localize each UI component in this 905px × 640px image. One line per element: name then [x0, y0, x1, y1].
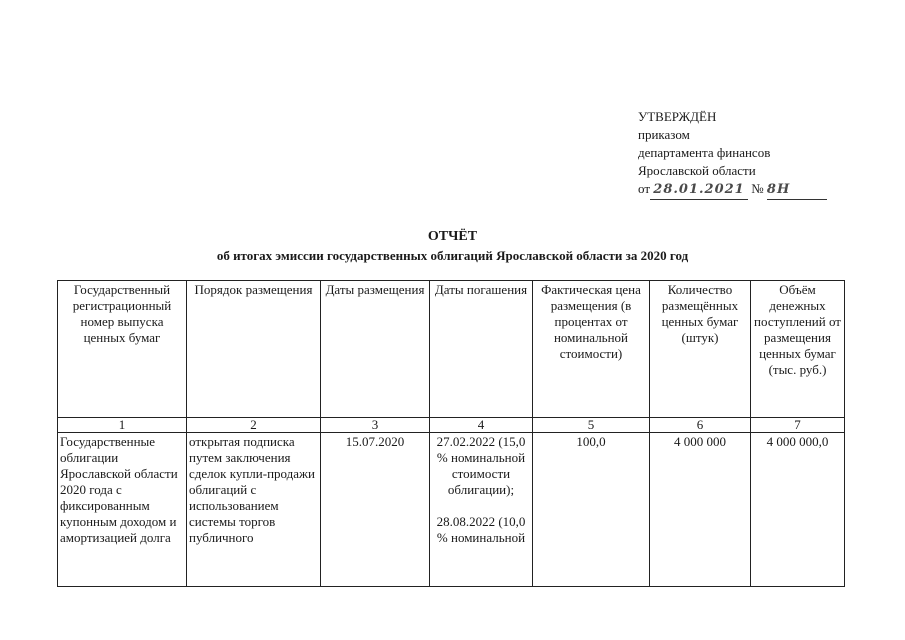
approval-region: Ярославской области — [638, 163, 756, 178]
column-number: 7 — [751, 418, 845, 433]
column-number: 5 — [533, 418, 650, 433]
cell-maturity-dates — [430, 433, 533, 587]
maturity-date-first: 27.02.2022 (15,0 % номинальной стоимости облигации); — [436, 434, 526, 497]
document-subtitle: об итогах эмиссии государственных облигаций Ярославской области за 2020 год — [216, 248, 689, 263]
column-number: 1 — [58, 418, 187, 433]
cell-placement-date: 15.07.2020 — [321, 433, 430, 587]
cell-placement-method: открытая подписка путем заключения сделок купли-продажи облигаций с использованием системы торгов публичного — [187, 433, 321, 587]
approval-order: приказом — [638, 127, 690, 142]
document-title: ОТЧЁТ — [427, 229, 478, 244]
column-number: 3 — [321, 418, 430, 433]
header-placement-dates: Даты размещения — [321, 281, 430, 418]
column-number: 4 — [430, 418, 533, 433]
header-actual-price: Фактическая цена размещения (в процентах от номинальной стоимости) — [533, 281, 650, 418]
emission-report-table — [57, 280, 845, 587]
handwritten-date: 28.01.2021 — [650, 181, 748, 200]
header-placement-order: Порядок размещения — [187, 281, 321, 418]
date-prefix: от — [638, 181, 651, 196]
column-number: 6 — [650, 418, 751, 433]
header-maturity-dates: Даты погашения — [430, 281, 533, 418]
table-header-row — [58, 281, 845, 418]
approval-date-line — [638, 180, 827, 200]
approval-department: департамента финансов — [638, 145, 771, 160]
table-row — [58, 433, 845, 587]
number-prefix: № — [751, 181, 764, 196]
header-quantity: Количество размещённых ценных бумаг (штук) — [650, 281, 751, 418]
header-reg-number: Государственный регистрационный номер выпуска ценных бумаг — [58, 281, 187, 418]
cell-proceeds: 4 000 000,0 — [751, 433, 845, 587]
cell-quantity: 4 000 000 — [650, 433, 751, 587]
cell-bond-name: Государственные облигации Ярославской области 2020 года с фиксированным купонным доходом и амортизацией долга — [58, 433, 187, 587]
maturity-date-second: 28.08.2022 (10,0 % номинальной — [436, 514, 526, 545]
column-number-row — [58, 418, 845, 433]
approval-title: УТВЕРЖДЁН — [638, 109, 717, 124]
handwritten-number: 8Н — [767, 181, 827, 200]
header-proceeds: Объём денежных поступлений от размещения ценных бумаг (тыс. руб.) — [751, 281, 845, 418]
approval-stamp — [638, 108, 827, 200]
cell-actual-price: 100,0 — [533, 433, 650, 587]
column-number: 2 — [187, 418, 321, 433]
